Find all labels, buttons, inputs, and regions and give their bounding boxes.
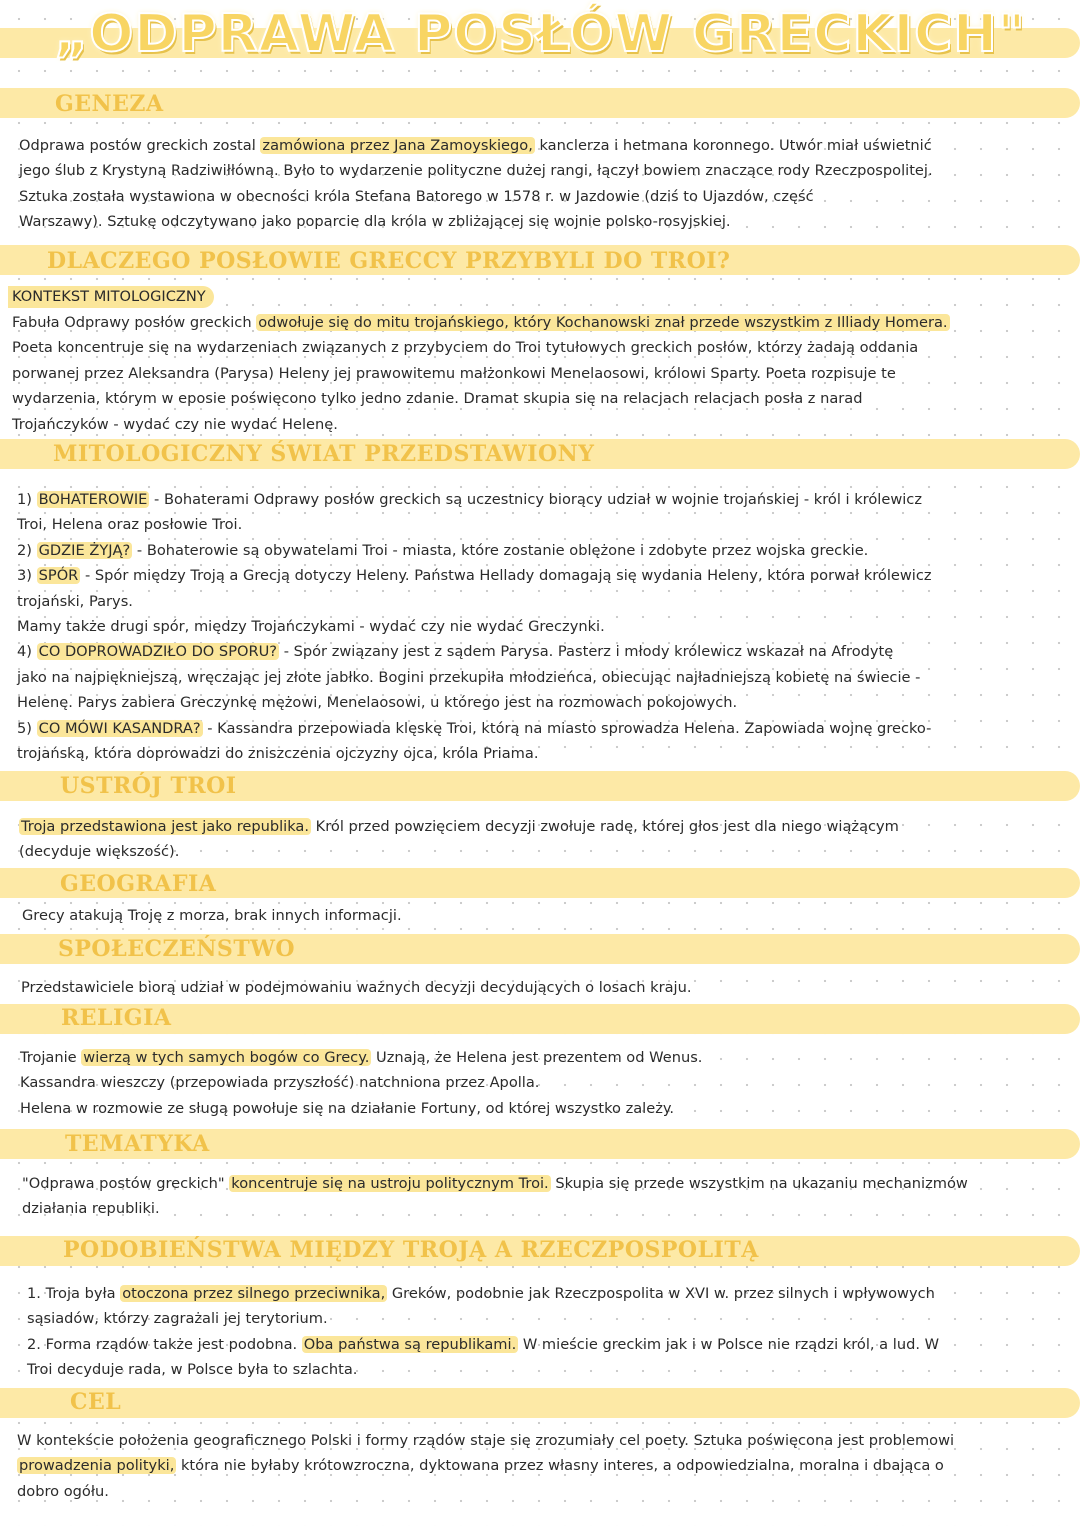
text-segment: Troi decyduje rada, w Polsce była to szlachta.: [27, 1361, 358, 1379]
highlighted-text: prowadzenia polityki,: [19, 1457, 175, 1475]
highlighted-text: odwołuje się do mitu trojańskiego, który Kochanowski znał przede wszystkim z Illiady Homera.: [258, 314, 948, 331]
section-body-ustroj: [19, 814, 899, 865]
section-body-dlaczego: [12, 310, 950, 437]
text-line: [20, 1096, 702, 1121]
text-line: [27, 1281, 939, 1306]
section-heading-religia: RELIGIA: [61, 1005, 172, 1031]
text-segment: Helena w rozmowie ze sługą powołuje się na działanie Fortuny, od której wszystko zależy.: [20, 1099, 675, 1117]
text-line: [12, 361, 950, 386]
section-heading-swiat: MITOLOGICZNY ŚWIAT PRZEDSTAWIONY: [53, 441, 595, 467]
text-segment: 2. Forma rządów także jest podobna.: [27, 1335, 302, 1353]
text-line: [17, 690, 932, 715]
text-line: [22, 1171, 968, 1196]
text-segment: Uznają, że Helena jest prezentem od Wenus.: [371, 1049, 703, 1066]
text-line: [22, 903, 402, 928]
text-line: [17, 665, 932, 690]
text-segment: 1. Troja była: [27, 1285, 121, 1302]
text-segment: Trojanie: [20, 1049, 82, 1066]
text-segment: (decyduje większość).: [19, 843, 180, 861]
text-segment: Odprawa postów greckich zostal: [19, 137, 261, 154]
text-segment: 2): [17, 541, 37, 559]
text-line: [12, 412, 950, 437]
text-segment: Król przed powzięciem decyzji zwołuje radę, której głos jest dla niego wiążącym: [311, 818, 899, 835]
text-line: [17, 716, 932, 741]
highlighted-text: CO MÓWI KASANDRA?: [38, 719, 201, 737]
text-line: [19, 839, 899, 864]
section-body-geneza: [19, 133, 933, 235]
page-title: „ODPRAWA POSŁÓW GRECKICH": [54, 4, 1026, 64]
text-line: [19, 814, 899, 839]
highlighted-text: koncentruje się na ustroju politycznym Troi.: [231, 1175, 549, 1192]
text-line: [19, 158, 933, 183]
context-label: KONTEKST MITOLOGICZNY: [8, 286, 214, 308]
text-segment: Grecy atakują Troję z morza, brak innych informacji.: [22, 907, 402, 924]
text-segment: Troi, Helena oraz posłowie Troi.: [17, 516, 243, 534]
text-segment: 3): [17, 567, 37, 585]
highlighted-text: Troja przedstawiona jest jako republika.: [21, 818, 310, 835]
text-segment: - Bohaterowie są obywatelami Troi - miasta, które zostanie oblężone i zdobyte przez wojska greckie.: [132, 541, 869, 559]
text-line: [17, 614, 932, 639]
text-segment: Przedstawiciele biorą udział w podejmowaniu ważnych decyzji decydujących o losach kraju.: [21, 979, 692, 996]
text-segment: wydarzenia, którym w eposie poświęcono tylko jedno zdanie. Dramat skupia się na relacjach relacjach posła z narad: [12, 390, 863, 408]
text-segment: Warszawy). Sztukę odczytywano jako poparcie dla króla w zbliżającej się wojnie polsko-rosyjskiej.: [19, 213, 731, 231]
text-segment: Greków, podobnie jak Rzeczpospolita w XVI w. przez silnych i wpływowych: [387, 1285, 935, 1302]
highlighted-text: CO DOPROWADZIŁO DO SPORU?: [38, 643, 278, 661]
text-line: [17, 1479, 954, 1504]
section-body-geografia: [22, 903, 402, 928]
text-segment: 4): [17, 643, 37, 661]
text-segment: 1): [17, 491, 37, 508]
text-line: [19, 133, 933, 158]
text-segment: Trojańczyków - wydać czy nie wydać Helenę.: [12, 415, 338, 433]
highlighted-text: GDZIE ŻYJĄ?: [38, 541, 131, 559]
text-segment: Helenę. Parys zabiera Greczynkę mężowi, Menelaosowi, u którego jest na rozmowach pokojowych.: [17, 694, 738, 712]
highlighted-text: SPÓR: [38, 567, 79, 585]
text-segment: dobro ogółu.: [17, 1482, 109, 1500]
text-segment: która nie byłaby krótowzroczna, dyktowana przez własny interes, a odpowiedzialna, moralna i dbająca o: [176, 1457, 944, 1475]
section-body-podobienstwa: [27, 1281, 939, 1383]
highlighted-text: Oba państwa są republikami.: [303, 1335, 517, 1353]
text-line: [17, 1453, 954, 1478]
section-body-spoleczenstwo: [21, 975, 691, 1000]
section-heading-ustroj: USTRÓJ TROI: [60, 773, 237, 799]
text-line: [27, 1357, 939, 1382]
text-segment: trojański, Parys.: [17, 592, 133, 610]
text-line: [19, 209, 933, 234]
text-segment: "Odprawa postów greckich": [22, 1175, 230, 1192]
text-line: [22, 1196, 968, 1221]
text-line: [17, 1428, 954, 1453]
text-line: [20, 1045, 702, 1070]
text-segment: Fabuła Odprawy posłów greckich: [12, 314, 257, 331]
text-segment: porwanej przez Aleksandra (Parysa) Heleny jej prawowitemu małżonkowi Menelaosowi, królowi Sparty. Poeta rozpisuje te: [12, 364, 896, 382]
text-line: [17, 563, 932, 588]
text-segment: Skupia się przede wszystkim na ukazaniu mechanizmów: [550, 1175, 968, 1192]
text-line: [20, 1070, 702, 1095]
text-segment: Poeta koncentruje się na wydarzeniach związanych z przybyciem do Troi tytułowych greckich posłów, którzy żadają oddania: [12, 339, 919, 357]
section-heading-dlaczego: DLACZEGO POSŁOWIE GRECCY PRZYBYLI DO TROI?: [47, 248, 731, 274]
text-segment: Kassandra wieszczy (przepowiada przyszłość) natchniona przez Apolla.: [20, 1074, 540, 1092]
section-heading-geneza: GENEZA: [55, 91, 164, 117]
text-segment: sąsiadów, którzy zagrażali jej terytorium.: [27, 1310, 328, 1328]
text-line: [19, 184, 933, 209]
text-segment: kanclerza i hetmana koronnego. Utwór miał uświetnić: [534, 137, 932, 154]
text-line: [17, 741, 932, 766]
text-segment: - Spór między Troją a Grecją dotyczy Heleny. Państwa Hellady domagają się wydania Heleny, która porwał królewicz: [80, 567, 932, 585]
text-line: [17, 512, 932, 537]
text-line: [21, 975, 691, 1000]
text-line: [12, 335, 950, 360]
highlighted-text: otoczona przez silnego przeciwnika,: [122, 1285, 386, 1302]
text-line: [17, 538, 932, 563]
text-segment: W kontekście położenia geograficznego Polski i formy rządów staje się zrozumiały cel poety. Sztuka poświęcona jest problemowi: [17, 1432, 955, 1449]
section-body-religia: [20, 1045, 702, 1121]
text-line: [27, 1332, 939, 1357]
text-line: [17, 639, 932, 664]
text-line: [17, 487, 932, 512]
text-segment: - Spór związany jest z sądem Parysa. Pasterz i młody królewicz wskazał na Afrodytę: [279, 643, 894, 661]
section-heading-tematyka: TEMATYKA: [65, 1131, 210, 1157]
cel-band: [0, 1388, 1080, 1418]
highlighted-text: wierzą w tych samych bogów co Grecy.: [83, 1049, 370, 1066]
text-segment: Mamy także drugi spór, między Trojańczykami - wydać czy nie wydać Greczynki.: [17, 618, 605, 636]
text-segment: W mieście greckim jak i w Polsce nie rządzi król, a lud. W: [518, 1335, 940, 1353]
section-heading-cel: CEL: [70, 1389, 122, 1415]
text-line: [27, 1306, 939, 1331]
text-line: [12, 386, 950, 411]
section-heading-geografia: GEOGRAFIA: [60, 871, 217, 897]
text-segment: - Kassandra przepowiada klęskę Troi, którą na miasto sprowadza Helena. Zapowiada wojnę grecko-: [202, 719, 932, 737]
text-segment: działania republiki.: [22, 1200, 160, 1218]
text-segment: trojańską, która doprowadzi do zniszczenia ojczyzny ojca, króla Priama.: [17, 745, 539, 763]
text-line: [12, 310, 950, 335]
text-line: [17, 589, 932, 614]
text-segment: jego ślub z Krystyną Radziwiłłówną. Było to wydarzenie polityczne dużej rangi, łączył bowiem znaczące rody Rzeczpospolitej.: [19, 162, 933, 180]
section-body-cel: [17, 1428, 954, 1504]
highlighted-text: zamówiona przez Jana Zamoyskiego,: [262, 137, 533, 154]
section-heading-spoleczenstwo: SPOŁECZEŃSTWO: [58, 936, 296, 962]
section-body-tematyka: [22, 1171, 968, 1222]
text-segment: - Bohaterami Odprawy posłów greckich są uczestnicy biorący udział w wojnie trojańskiej - król i królewicz: [149, 491, 922, 508]
text-segment: 5): [17, 719, 37, 737]
text-segment: jako na najpiękniejszą, wręczając jej złote jabłko. Bogini przekupiła młodzieńca, obiecując najładniejszą kobietę na świecie -: [17, 668, 921, 686]
section-body-swiat: [17, 487, 932, 766]
section-heading-podobienstwa: PODOBIEŃSTWA MIĘDZY TROJĄ A RZECZPOSPOLITĄ: [63, 1237, 759, 1263]
text-segment: Sztuka została wystawiona w obecności króla Stefana Batorego w 1578 r. w Jazdowie (dziś to Ujazdów, część: [19, 187, 814, 205]
highlighted-text: BOHATEROWIE: [38, 491, 148, 508]
